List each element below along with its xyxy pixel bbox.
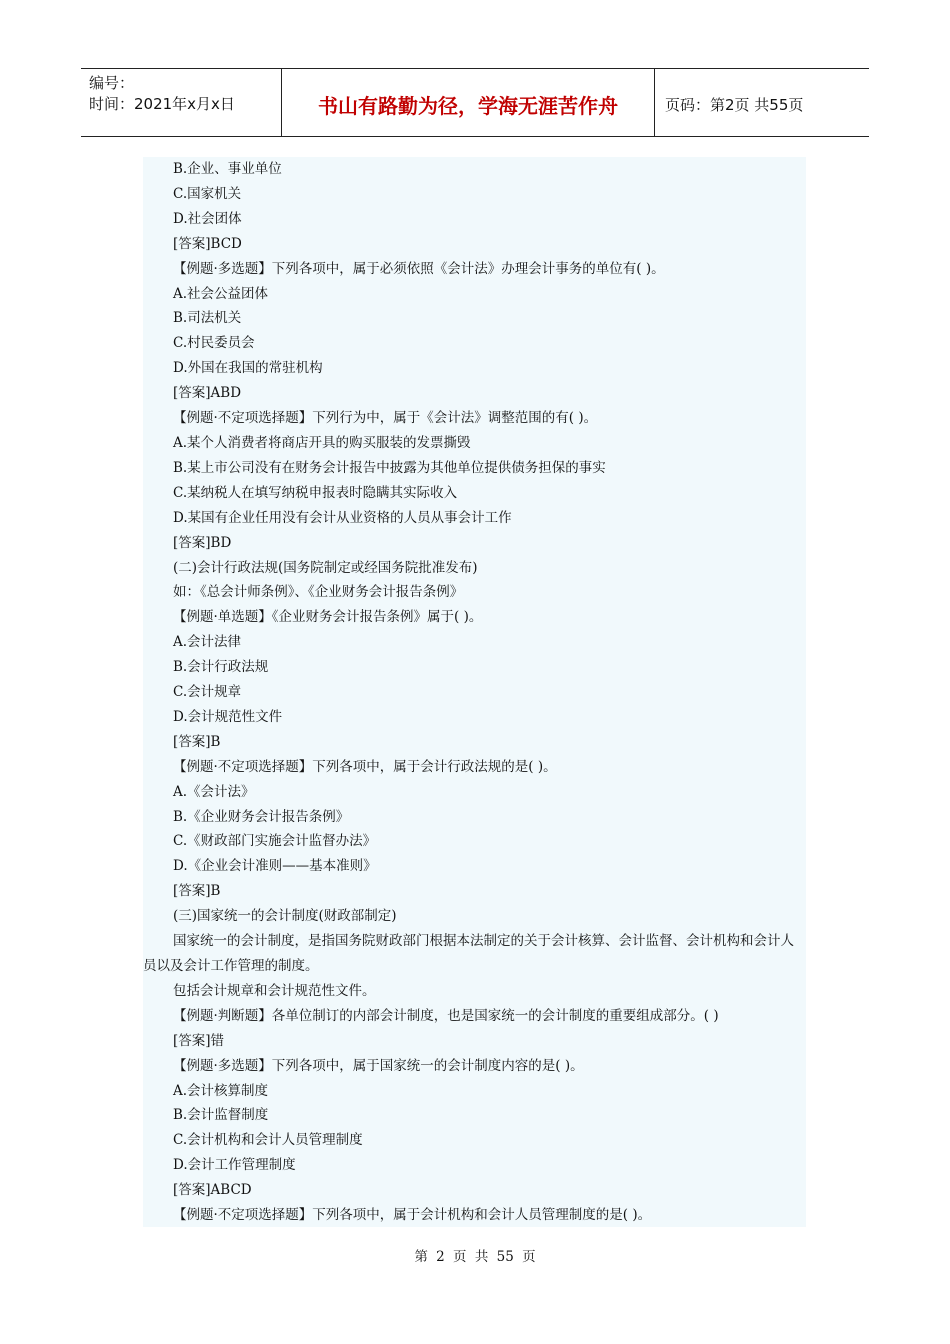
page-footer: 第 2 页 共 55 页: [414, 1249, 536, 1265]
question-line: 【例题·不定项选择题】下列各项中，属于会计行政法规的是( )。: [173, 758, 557, 775]
time-label: 时间：2021年x月x日: [89, 95, 235, 113]
option-line: B.会计监督制度: [173, 1107, 269, 1124]
option-line: B.司法机关: [173, 310, 242, 327]
question-line: 【例题·多选题】下列各项中，属于国家统一的会计制度内容的是( )。: [173, 1057, 584, 1074]
answer-line: [答案]BD: [173, 534, 232, 551]
answer-line: [答案]错: [173, 1032, 225, 1049]
option-line: C.村民委员会: [173, 335, 255, 352]
option-line: C.《财政部门实施会计监督办法》: [173, 833, 377, 850]
option-line: D.《企业会计准则——基本准则》: [173, 858, 377, 875]
option-line: C.会计规章: [173, 684, 242, 701]
option-line: A.社会公益团体: [173, 285, 269, 302]
option-line: C.某纳税人在填写纳税申报表时隐瞒其实际收入: [173, 484, 458, 501]
option-line: A.会计法律: [173, 634, 242, 651]
option-line: D.会计工作管理制度: [173, 1157, 296, 1174]
option-line: A.《会计法》: [173, 783, 255, 800]
option-line: C.会计机构和会计人员管理制度: [173, 1132, 363, 1149]
question-line: 【例题·不定项选择题】下列各项中，属于会计机构和会计人员管理制度的是( )。: [173, 1207, 652, 1224]
option-line: B.某上市公司没有在财务会计报告中披露为其他单位提供债务担保的事实: [173, 459, 606, 476]
question-line: 【例题·不定项选择题】下列行为中，属于《会计法》调整范围的有( )。: [173, 410, 598, 427]
section-heading: (三)国家统一的会计制度(财政部制定): [173, 908, 397, 925]
text-line: D.社会团体: [173, 210, 242, 227]
text-line: B.企业、事业单位: [173, 161, 282, 177]
text-line: 包括会计规章和会计规范性文件。: [173, 982, 376, 999]
option-line: A.会计核算制度: [173, 1082, 269, 1099]
question-line: 【例题·单选题】《企业财务会计报告条例》属于( )。: [173, 609, 483, 626]
option-line: D.外国在我国的常驻机构: [173, 360, 323, 377]
body-paragraph: 国家统一的会计制度，是指国务院财政部门根据本法制定的关于会计核算、会计监督、会计机构和会计人员以及会计工作管理的制度。: [143, 933, 794, 974]
header-meta: [81, 69, 282, 136]
option-line: D.会计规范性文件: [173, 708, 283, 725]
number-label: 编号：: [89, 74, 135, 92]
answer-line: [答案]BCD: [173, 235, 242, 252]
question-line: 【例题·判断题】各单位制订的内部会计制度，也是国家统一的会计制度的重要组成部分。( ): [173, 1007, 719, 1024]
option-line: B.会计行政法规: [173, 659, 269, 676]
document-body: [143, 157, 806, 1227]
text-line: C.国家机关: [173, 185, 242, 202]
option-line: D.某国有企业任用没有会计从业资格的人员从事会计工作: [173, 509, 512, 526]
option-line: B.《企业财务会计报告条例》: [173, 808, 350, 825]
header-page-info: 页码：第2页 共55页: [665, 96, 804, 114]
page-header: [81, 68, 869, 137]
section-heading: (二)会计行政法规(国务院制定或经国务院批准发布): [173, 559, 478, 576]
answer-line: [答案]B: [173, 883, 221, 900]
question-line: 【例题·多选题】下列各项中，属于必须依照《会计法》办理会计事务的单位有( )。: [173, 260, 665, 277]
option-line: A.某个人消费者将商店开具的购买服装的发票撕毁: [173, 434, 471, 451]
text-line: 如：《总会计师条例》、《企业财务会计报告条例》: [173, 584, 464, 601]
answer-line: [答案]ABCD: [173, 1182, 252, 1199]
answer-line: [答案]ABD: [173, 385, 242, 402]
header-motto: 书山有路勤为径，学海无涯苦作舟: [282, 69, 655, 136]
answer-line: [答案]B: [173, 733, 221, 750]
